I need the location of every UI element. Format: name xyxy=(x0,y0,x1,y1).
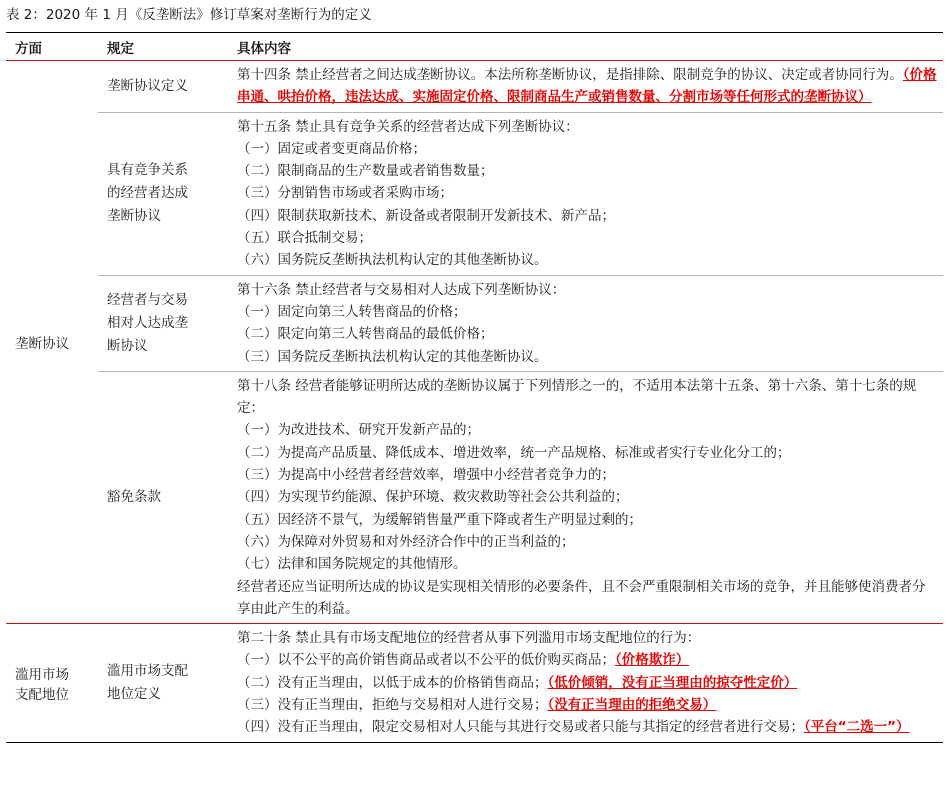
article-line: （二）限制商品的生产数量或者销售数量； xyxy=(237,163,494,180)
content-cell xyxy=(228,371,943,623)
article-line: （五）因经济不景气，为缓解销售量严重下降或者生产明显过剩的； xyxy=(237,511,642,528)
article-line: （三）国务院反垄断执法机构认定的其他垄断协议。 xyxy=(237,348,548,365)
table-caption: 表 2：2020 年 1 月《反垄断法》修订草案对垄断行为的定义 xyxy=(6,7,372,23)
article-line: （六）国务院反垄断执法机构认定的其他垄断协议。 xyxy=(237,252,548,269)
article-14-text: 第十四条 禁止经营者之间达成垄断协议。本法所称垄断协议，是指排除、限制竞争的协议、决定或者协同行为。 xyxy=(237,67,903,83)
regulation-label: 垄断协议定义 xyxy=(107,77,188,94)
article-line: （二）为提高产品质量、降低成本、增进效率，统一产品规格、标准或者实行专业化分工的； xyxy=(237,444,791,461)
table-row xyxy=(6,371,943,623)
article-line xyxy=(237,694,937,716)
article-line xyxy=(237,649,937,671)
article-line: （二）限定向第三人转售商品的最低价格； xyxy=(237,326,494,343)
content-cell xyxy=(228,275,943,371)
aspect-cell-monopoly: 垄断协议 xyxy=(15,336,69,353)
regulation-label: 地位定义 xyxy=(107,685,161,702)
regulation-cell xyxy=(98,112,228,275)
header-content: 具体内容 xyxy=(237,40,291,57)
article-line: （七）法律和国务院规定的其他情形。 xyxy=(237,556,467,573)
table-header-row xyxy=(6,33,943,61)
item-text: （四）没有正当理由，限定交易相对人只能与其进行交易或者只能与其指定的经营者进行交易； xyxy=(237,719,804,736)
article-20-intro: 第二十条 禁止具有市场支配地位的经营者从事下列滥用市场支配地位的行为： xyxy=(237,630,701,647)
article-line xyxy=(237,672,937,694)
article-line: （四）为实现节约能源、保护环境、救灾救助等社会公共利益的； xyxy=(237,489,629,506)
regulation-label: 经营者与交易 xyxy=(107,291,188,308)
header-regulation: 规定 xyxy=(107,40,134,57)
regulation-cell xyxy=(98,371,228,623)
regulation-label: 滥用市场支配 xyxy=(107,662,188,679)
article-line: （三）分割销售市场或者采购市场； xyxy=(237,185,453,202)
table-row xyxy=(6,112,943,275)
highlight-note: （没有正当理由的拒绝交易） xyxy=(547,697,717,714)
article-line: 第十六条 禁止经营者与交易相对人达成下列垄断协议： xyxy=(237,281,566,298)
header-aspect: 方面 xyxy=(15,40,42,57)
content-cell xyxy=(228,624,943,742)
article-line: （四）限制获取新技术、新设备或者限制开发新技术、新产品； xyxy=(237,207,615,224)
aspect-cell-abuse xyxy=(6,624,98,742)
item-text: （三）没有正当理由，拒绝与交易相对人进行交易； xyxy=(237,697,548,714)
aspect-label: 滥用市场 xyxy=(15,666,69,683)
article-line: 第十五条 禁止具有竞争关系的经营者达成下列垄断协议： xyxy=(237,118,579,135)
regulation-cell xyxy=(98,61,228,113)
regulation-label: 垄断协议 xyxy=(107,208,161,225)
content-cell xyxy=(228,61,943,113)
regulation-label: 具有竞争关系 xyxy=(107,162,188,179)
regulation-label: 豁免条款 xyxy=(107,488,161,505)
article-line: （三）为提高中小经营者经营效率，增强中小经营者竞争力的； xyxy=(237,467,615,484)
highlight-note: （平台“二选一”） xyxy=(804,719,910,736)
aspect-label: 支配地位 xyxy=(15,686,69,703)
table-row xyxy=(6,624,943,742)
article-line: （六）为保障对外贸易和对外经济合作中的正当利益的； xyxy=(237,533,575,550)
article-line: （一）为改进技术、研究开发新产品的； xyxy=(237,422,480,439)
item-text: （二）没有正当理由，以低于成本的价格销售商品； xyxy=(237,674,548,691)
item-text: （一）以不公平的高价销售商品或者以不公平的低价购买商品； xyxy=(237,652,615,669)
regulation-cell xyxy=(98,624,228,742)
table-row xyxy=(6,61,943,113)
regulation-label: 的经营者达成 xyxy=(107,185,188,202)
article-line: （一）固定向第三人转售商品的价格； xyxy=(237,303,467,320)
regulation-label: 断协议 xyxy=(107,337,148,354)
content-cell xyxy=(228,112,943,275)
article-line xyxy=(237,716,937,738)
article-line: （一）固定或者变更商品价格； xyxy=(237,140,426,157)
highlight-note: （价格欺诈） xyxy=(615,652,690,669)
article-line: （五）联合抵制交易； xyxy=(237,230,372,247)
regulation-cell xyxy=(98,275,228,371)
table-row xyxy=(6,275,943,371)
regulation-label: 相对人达成垄 xyxy=(107,314,188,331)
antitrust-definitions-table xyxy=(6,32,943,743)
article-18-outro: 经营者还应当证明所达成的协议是实现相关情形的必要条件，且不会严重限制相关市场的竞争，并且能够使消费者分享由此产生的利益。 xyxy=(237,578,926,617)
article-18-intro: 第十八条 经营者能够证明所达成的垄断协议属于下列情形之一的，不适用本法第十五条、第十六条、第十七条的规定： xyxy=(237,377,917,417)
highlight-note: （价格串通、哄抬价格，违法达成、实施固定价格、限制商品生产或销售数量、分割市场等任何形式的垄断协议） xyxy=(237,67,937,106)
highlight-note: （低价倾销，没有正当理由的掠夺性定价） xyxy=(547,674,798,691)
